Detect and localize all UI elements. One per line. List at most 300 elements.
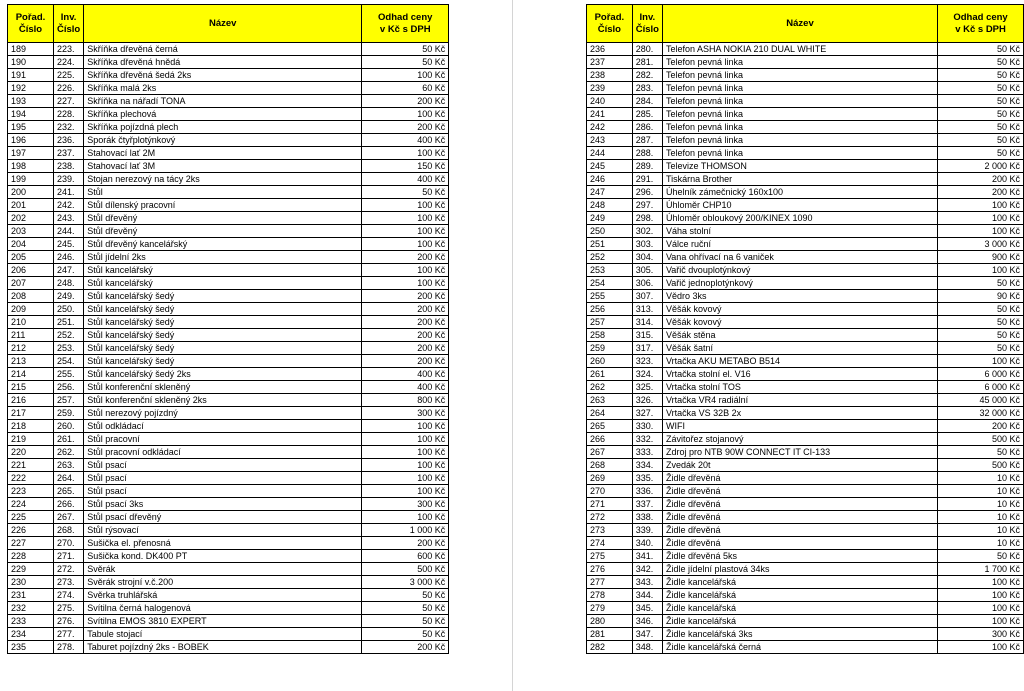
row-inv-cell: 242. [54, 199, 84, 212]
row-nazev-cell: Věšák kovový [662, 303, 937, 316]
table-row [8, 485, 449, 498]
row-poradi-cell: 269 [587, 472, 633, 485]
row-nazev-cell: Úhelník zámečnický 160x100 [662, 186, 937, 199]
row-poradi-cell: 231 [8, 589, 54, 602]
table-row [587, 615, 1024, 628]
row-poradi-cell: 205 [8, 251, 54, 264]
row-price-cell: 50 Kč [362, 615, 449, 628]
table-row [587, 290, 1024, 303]
row-poradi-cell: 197 [8, 147, 54, 160]
table-row [587, 238, 1024, 251]
header-odhad-line1: Odhad ceny [378, 11, 433, 23]
header-inv [632, 5, 662, 43]
row-poradi-cell: 275 [587, 550, 633, 563]
row-nazev-cell: Stůl dřevěný kancelářský [84, 238, 362, 251]
row-nazev-cell: Stůl dílenský pracovní [84, 199, 362, 212]
row-price-cell: 200 Kč [362, 290, 449, 303]
table-row [587, 251, 1024, 264]
row-poradi-cell: 260 [587, 355, 633, 368]
table-row [587, 355, 1024, 368]
table-row [587, 186, 1024, 199]
row-price-cell: 300 Kč [938, 628, 1024, 641]
row-poradi-cell: 220 [8, 446, 54, 459]
row-nazev-cell: Stůl psací [84, 459, 362, 472]
row-inv-cell: 227. [54, 95, 84, 108]
table-row [8, 576, 449, 589]
row-inv-cell: 261. [54, 433, 84, 446]
row-poradi-cell: 212 [8, 342, 54, 355]
table-row [8, 160, 449, 173]
table-row [587, 121, 1024, 134]
row-price-cell: 100 Kč [362, 225, 449, 238]
row-inv-cell: 264. [54, 472, 84, 485]
row-price-cell: 600 Kč [362, 550, 449, 563]
table-row [8, 381, 449, 394]
header-odhad-line1: Odhad ceny [953, 11, 1008, 23]
row-nazev-cell: Zvedák 20t [662, 459, 937, 472]
row-price-cell: 3 000 Kč [362, 576, 449, 589]
row-poradi-cell: 190 [8, 56, 54, 69]
table-row [8, 537, 449, 550]
row-poradi-cell: 200 [8, 186, 54, 199]
row-inv-cell: 287. [632, 134, 662, 147]
row-nazev-cell: Úhloměr CHP10 [662, 199, 937, 212]
table-row [587, 589, 1024, 602]
row-nazev-cell: Telefon pevná linka [662, 95, 937, 108]
row-price-cell: 50 Kč [362, 628, 449, 641]
row-nazev-cell: Stahovací lať 2M [84, 147, 362, 160]
row-inv-cell: 223. [54, 43, 84, 56]
row-inv-cell: 225. [54, 69, 84, 82]
table-row [8, 56, 449, 69]
row-poradi-cell: 219 [8, 433, 54, 446]
row-price-cell: 3 000 Kč [938, 238, 1024, 251]
row-poradi-cell: 279 [587, 602, 633, 615]
row-nazev-cell: Skříňka dřevěná hnědá [84, 56, 362, 69]
row-price-cell: 50 Kč [938, 342, 1024, 355]
table-row [8, 82, 449, 95]
row-poradi-cell: 191 [8, 69, 54, 82]
row-poradi-cell: 226 [8, 524, 54, 537]
row-nazev-cell: Vědro 3ks [662, 290, 937, 303]
row-price-cell: 100 Kč [938, 212, 1024, 225]
row-nazev-cell: Židle kancelářská [662, 602, 937, 615]
row-inv-cell: 273. [54, 576, 84, 589]
row-nazev-cell: WIFI [662, 420, 937, 433]
row-poradi-cell: 274 [587, 537, 633, 550]
row-poradi-cell: 268 [587, 459, 633, 472]
row-inv-cell: 296. [632, 186, 662, 199]
table-row [8, 615, 449, 628]
row-nazev-cell: Skříňka dřevěná černá [84, 43, 362, 56]
row-price-cell: 100 Kč [938, 576, 1024, 589]
row-inv-cell: 274. [54, 589, 84, 602]
row-inv-cell: 254. [54, 355, 84, 368]
row-nazev-cell: Závitořez stojanový [662, 433, 937, 446]
row-poradi-cell: 236 [587, 43, 633, 56]
row-nazev-cell: Válce ruční [662, 238, 937, 251]
table-row [8, 147, 449, 160]
table-row [587, 108, 1024, 121]
row-price-cell: 150 Kč [362, 160, 449, 173]
left-inventory-table [7, 4, 449, 654]
row-poradi-cell: 217 [8, 407, 54, 420]
row-price-cell: 90 Kč [938, 290, 1024, 303]
row-nazev-cell: Židle dřevěná [662, 511, 937, 524]
right-table-body [587, 43, 1024, 654]
row-inv-cell: 326. [632, 394, 662, 407]
row-nazev-cell: Stůl psací 3ks [84, 498, 362, 511]
row-price-cell: 50 Kč [938, 56, 1024, 69]
row-price-cell: 50 Kč [938, 277, 1024, 290]
table-row [8, 602, 449, 615]
row-inv-cell: 323. [632, 355, 662, 368]
table-row [8, 134, 449, 147]
table-row [8, 225, 449, 238]
row-nazev-cell: Svítilna EMOS 3810 EXPERT [84, 615, 362, 628]
row-price-cell: 6 000 Kč [938, 381, 1024, 394]
row-price-cell: 200 Kč [362, 537, 449, 550]
table-row [8, 433, 449, 446]
row-inv-cell: 327. [632, 407, 662, 420]
row-price-cell: 10 Kč [938, 537, 1024, 550]
row-inv-cell: 288. [632, 147, 662, 160]
row-nazev-cell: Telefon pevná linka [662, 121, 937, 134]
row-price-cell: 100 Kč [362, 264, 449, 277]
row-inv-cell: 245. [54, 238, 84, 251]
table-row [8, 641, 449, 654]
row-nazev-cell: Svěrka truhlářská [84, 589, 362, 602]
row-price-cell: 200 Kč [938, 186, 1024, 199]
row-poradi-cell: 215 [8, 381, 54, 394]
row-inv-cell: 297. [632, 199, 662, 212]
table-row [587, 537, 1024, 550]
row-poradi-cell: 243 [587, 134, 633, 147]
row-inv-cell: 334. [632, 459, 662, 472]
row-price-cell: 50 Kč [938, 147, 1024, 160]
row-price-cell: 200 Kč [362, 303, 449, 316]
row-nazev-cell: Telefon pevná linka [662, 56, 937, 69]
row-poradi-cell: 267 [587, 446, 633, 459]
row-poradi-cell: 223 [8, 485, 54, 498]
table-row [8, 446, 449, 459]
header-poradi-line2: Číslo [597, 23, 621, 35]
row-price-cell: 100 Kč [362, 199, 449, 212]
row-price-cell: 100 Kč [362, 69, 449, 82]
row-nazev-cell: Stůl psací dřevěný [84, 511, 362, 524]
row-poradi-cell: 233 [8, 615, 54, 628]
table-row [587, 641, 1024, 654]
row-poradi-cell: 201 [8, 199, 54, 212]
table-row [587, 173, 1024, 186]
row-nazev-cell: Stahovací lať 3M [84, 160, 362, 173]
row-nazev-cell: Stůl kancelářský šedý [84, 290, 362, 303]
row-nazev-cell: Židle kancelářská [662, 615, 937, 628]
row-nazev-cell: Židle dřevěná [662, 472, 937, 485]
table-row [8, 238, 449, 251]
row-nazev-cell: Židle dřevěná 5ks [662, 550, 937, 563]
row-poradi-cell: 232 [8, 602, 54, 615]
row-price-cell: 100 Kč [362, 511, 449, 524]
header-poradi [587, 5, 633, 43]
row-inv-cell: 276. [54, 615, 84, 628]
row-poradi-cell: 207 [8, 277, 54, 290]
row-nazev-cell: Židle jídelní plastová 34ks [662, 563, 937, 576]
table-row [8, 355, 449, 368]
row-price-cell: 200 Kč [362, 355, 449, 368]
row-inv-cell: 343. [632, 576, 662, 589]
row-inv-cell: 333. [632, 446, 662, 459]
row-poradi-cell: 196 [8, 134, 54, 147]
header-inv [54, 5, 84, 43]
row-inv-cell: 314. [632, 316, 662, 329]
row-inv-cell: 266. [54, 498, 84, 511]
table-row [587, 329, 1024, 342]
row-poradi-cell: 278 [587, 589, 633, 602]
row-poradi-cell: 266 [587, 433, 633, 446]
row-price-cell: 10 Kč [938, 485, 1024, 498]
header-inv-line1: Inv. [639, 11, 656, 23]
row-price-cell: 200 Kč [938, 173, 1024, 186]
row-inv-cell: 256. [54, 381, 84, 394]
row-price-cell: 100 Kč [362, 212, 449, 225]
row-nazev-cell: Stůl pracovní [84, 433, 362, 446]
row-price-cell: 100 Kč [362, 446, 449, 459]
row-price-cell: 500 Kč [938, 459, 1024, 472]
header-inv-line2: Číslo [57, 23, 81, 35]
row-inv-cell: 281. [632, 56, 662, 69]
row-poradi-cell: 228 [8, 550, 54, 563]
header-poradi [8, 5, 54, 43]
row-nazev-cell: Vrtačka VS 32B 2x [662, 407, 937, 420]
row-price-cell: 400 Kč [362, 134, 449, 147]
row-poradi-cell: 225 [8, 511, 54, 524]
row-price-cell: 50 Kč [938, 121, 1024, 134]
row-inv-cell: 330. [632, 420, 662, 433]
row-price-cell: 50 Kč [938, 550, 1024, 563]
row-inv-cell: 342. [632, 563, 662, 576]
row-price-cell: 50 Kč [362, 43, 449, 56]
table-row [587, 134, 1024, 147]
row-nazev-cell: Stůl [84, 186, 362, 199]
row-poradi-cell: 239 [587, 82, 633, 95]
row-price-cell: 200 Kč [362, 342, 449, 355]
row-nazev-cell: Vana ohřívací na 6 vaniček [662, 251, 937, 264]
row-nazev-cell: Televize THOMSON [662, 160, 937, 173]
table-row [587, 95, 1024, 108]
row-poradi-cell: 198 [8, 160, 54, 173]
row-inv-cell: 304. [632, 251, 662, 264]
header-odhad [362, 5, 449, 43]
row-inv-cell: 307. [632, 290, 662, 303]
row-poradi-cell: 261 [587, 368, 633, 381]
row-nazev-cell: Telefon ASHA NOKIA 210 DUAL WHITE [662, 43, 937, 56]
table-row [587, 433, 1024, 446]
row-inv-cell: 226. [54, 82, 84, 95]
header-nazev: Název [662, 5, 937, 43]
row-inv-cell: 335. [632, 472, 662, 485]
table-row [587, 303, 1024, 316]
row-poradi-cell: 272 [587, 511, 633, 524]
row-nazev-cell: Židle dřevěná [662, 498, 937, 511]
row-poradi-cell: 221 [8, 459, 54, 472]
table-row [587, 381, 1024, 394]
row-nazev-cell: Židle dřevěná [662, 485, 937, 498]
row-nazev-cell: Taburet pojízdný 2ks - BOBEK [84, 641, 362, 654]
header-odhad-line2: v Kč s DPH [955, 23, 1006, 35]
row-nazev-cell: Vrtačka stolní TOS [662, 381, 937, 394]
left-table-body [8, 43, 449, 654]
table-row [587, 602, 1024, 615]
right-inventory-table [586, 4, 1024, 654]
row-poradi-cell: 209 [8, 303, 54, 316]
row-inv-cell: 286. [632, 121, 662, 134]
table-row [587, 524, 1024, 537]
row-poradi-cell: 189 [8, 43, 54, 56]
table-row [587, 550, 1024, 563]
row-nazev-cell: Skříňka plechová [84, 108, 362, 121]
row-price-cell: 800 Kč [362, 394, 449, 407]
row-poradi-cell: 254 [587, 277, 633, 290]
row-inv-cell: 249. [54, 290, 84, 303]
row-poradi-cell: 202 [8, 212, 54, 225]
header-nazev: Název [84, 5, 362, 43]
row-price-cell: 100 Kč [362, 420, 449, 433]
row-nazev-cell: Sporák čtyřplotýnkový [84, 134, 362, 147]
row-nazev-cell: Svítilna černá halogenová [84, 602, 362, 615]
row-price-cell: 100 Kč [362, 433, 449, 446]
row-price-cell: 50 Kč [938, 329, 1024, 342]
row-inv-cell: 260. [54, 420, 84, 433]
row-inv-cell: 291. [632, 173, 662, 186]
table-row [8, 394, 449, 407]
row-inv-cell: 347. [632, 628, 662, 641]
table-row [587, 472, 1024, 485]
row-inv-cell: 232. [54, 121, 84, 134]
row-nazev-cell: Skříňka na nářadí TONA [84, 95, 362, 108]
row-price-cell: 50 Kč [938, 69, 1024, 82]
row-nazev-cell: Stůl nerezový pojízdný [84, 407, 362, 420]
table-row [587, 394, 1024, 407]
table-row [8, 511, 449, 524]
header-inv-line1: Inv. [60, 11, 77, 23]
row-price-cell: 10 Kč [938, 498, 1024, 511]
row-inv-cell: 277. [54, 628, 84, 641]
row-inv-cell: 306. [632, 277, 662, 290]
row-poradi-cell: 241 [587, 108, 633, 121]
table-row [8, 303, 449, 316]
row-inv-cell: 259. [54, 407, 84, 420]
table-row [587, 69, 1024, 82]
row-inv-cell: 345. [632, 602, 662, 615]
row-nazev-cell: Zdroj pro NTB 90W CONNECT IT CI-133 [662, 446, 937, 459]
row-nazev-cell: Stůl odkládací [84, 420, 362, 433]
table-row [8, 290, 449, 303]
row-inv-cell: 313. [632, 303, 662, 316]
row-nazev-cell: Stůl kancelářský [84, 277, 362, 290]
row-inv-cell: 275. [54, 602, 84, 615]
row-poradi-cell: 204 [8, 238, 54, 251]
row-inv-cell: 340. [632, 537, 662, 550]
table-row [8, 329, 449, 342]
row-price-cell: 50 Kč [362, 186, 449, 199]
row-poradi-cell: 238 [587, 69, 633, 82]
row-nazev-cell: Telefon pevná linka [662, 147, 937, 160]
row-price-cell: 10 Kč [938, 524, 1024, 537]
row-poradi-cell: 248 [587, 199, 633, 212]
row-price-cell: 10 Kč [938, 511, 1024, 524]
row-inv-cell: 238. [54, 160, 84, 173]
row-nazev-cell: Stůl kancelářský šedý [84, 303, 362, 316]
row-price-cell: 50 Kč [362, 589, 449, 602]
table-row [8, 472, 449, 485]
table-row [8, 264, 449, 277]
row-inv-cell: 282. [632, 69, 662, 82]
row-inv-cell: 248. [54, 277, 84, 290]
row-nazev-cell: Úhloměr obloukový 200/KINEX 1090 [662, 212, 937, 225]
row-price-cell: 32 000 Kč [938, 407, 1024, 420]
row-inv-cell: 280. [632, 43, 662, 56]
row-nazev-cell: Stůl psací [84, 472, 362, 485]
row-nazev-cell: Židle kancelářská černá [662, 641, 937, 654]
row-price-cell: 50 Kč [938, 82, 1024, 95]
row-price-cell: 400 Kč [362, 368, 449, 381]
row-inv-cell: 324. [632, 368, 662, 381]
row-nazev-cell: Židle kancelářská [662, 576, 937, 589]
row-nazev-cell: Vařič jednoplotýnkový [662, 277, 937, 290]
row-poradi-cell: 213 [8, 355, 54, 368]
row-inv-cell: 302. [632, 225, 662, 238]
row-poradi-cell: 229 [8, 563, 54, 576]
table-row [8, 368, 449, 381]
row-price-cell: 200 Kč [362, 251, 449, 264]
row-inv-cell: 257. [54, 394, 84, 407]
row-inv-cell: 253. [54, 342, 84, 355]
header-poradi-line1: Pořad. [594, 11, 625, 23]
row-inv-cell: 224. [54, 56, 84, 69]
table-row [587, 56, 1024, 69]
row-inv-cell: 262. [54, 446, 84, 459]
table-row [8, 550, 449, 563]
table-header [8, 5, 449, 43]
row-price-cell: 100 Kč [938, 264, 1024, 277]
row-poradi-cell: 249 [587, 212, 633, 225]
table-row [587, 43, 1024, 56]
row-price-cell: 100 Kč [362, 147, 449, 160]
table-row [587, 485, 1024, 498]
header-odhad-line2: v Kč s DPH [379, 23, 431, 35]
row-poradi-cell: 210 [8, 316, 54, 329]
table-row [8, 628, 449, 641]
row-inv-cell: 348. [632, 641, 662, 654]
row-price-cell: 200 Kč [362, 329, 449, 342]
row-price-cell: 200 Kč [362, 641, 449, 654]
row-price-cell: 6 000 Kč [938, 368, 1024, 381]
table-row [8, 589, 449, 602]
row-price-cell: 50 Kč [938, 108, 1024, 121]
row-poradi-cell: 227 [8, 537, 54, 550]
row-nazev-cell: Stůl dřevěný [84, 212, 362, 225]
row-inv-cell: 247. [54, 264, 84, 277]
row-poradi-cell: 218 [8, 420, 54, 433]
row-price-cell: 50 Kč [362, 56, 449, 69]
table-row [587, 628, 1024, 641]
row-nazev-cell: Stojan nerezový na tácy 2ks [84, 173, 362, 186]
table-row [8, 43, 449, 56]
row-price-cell: 100 Kč [362, 459, 449, 472]
row-poradi-cell: 253 [587, 264, 633, 277]
row-nazev-cell: Svěrák [84, 563, 362, 576]
